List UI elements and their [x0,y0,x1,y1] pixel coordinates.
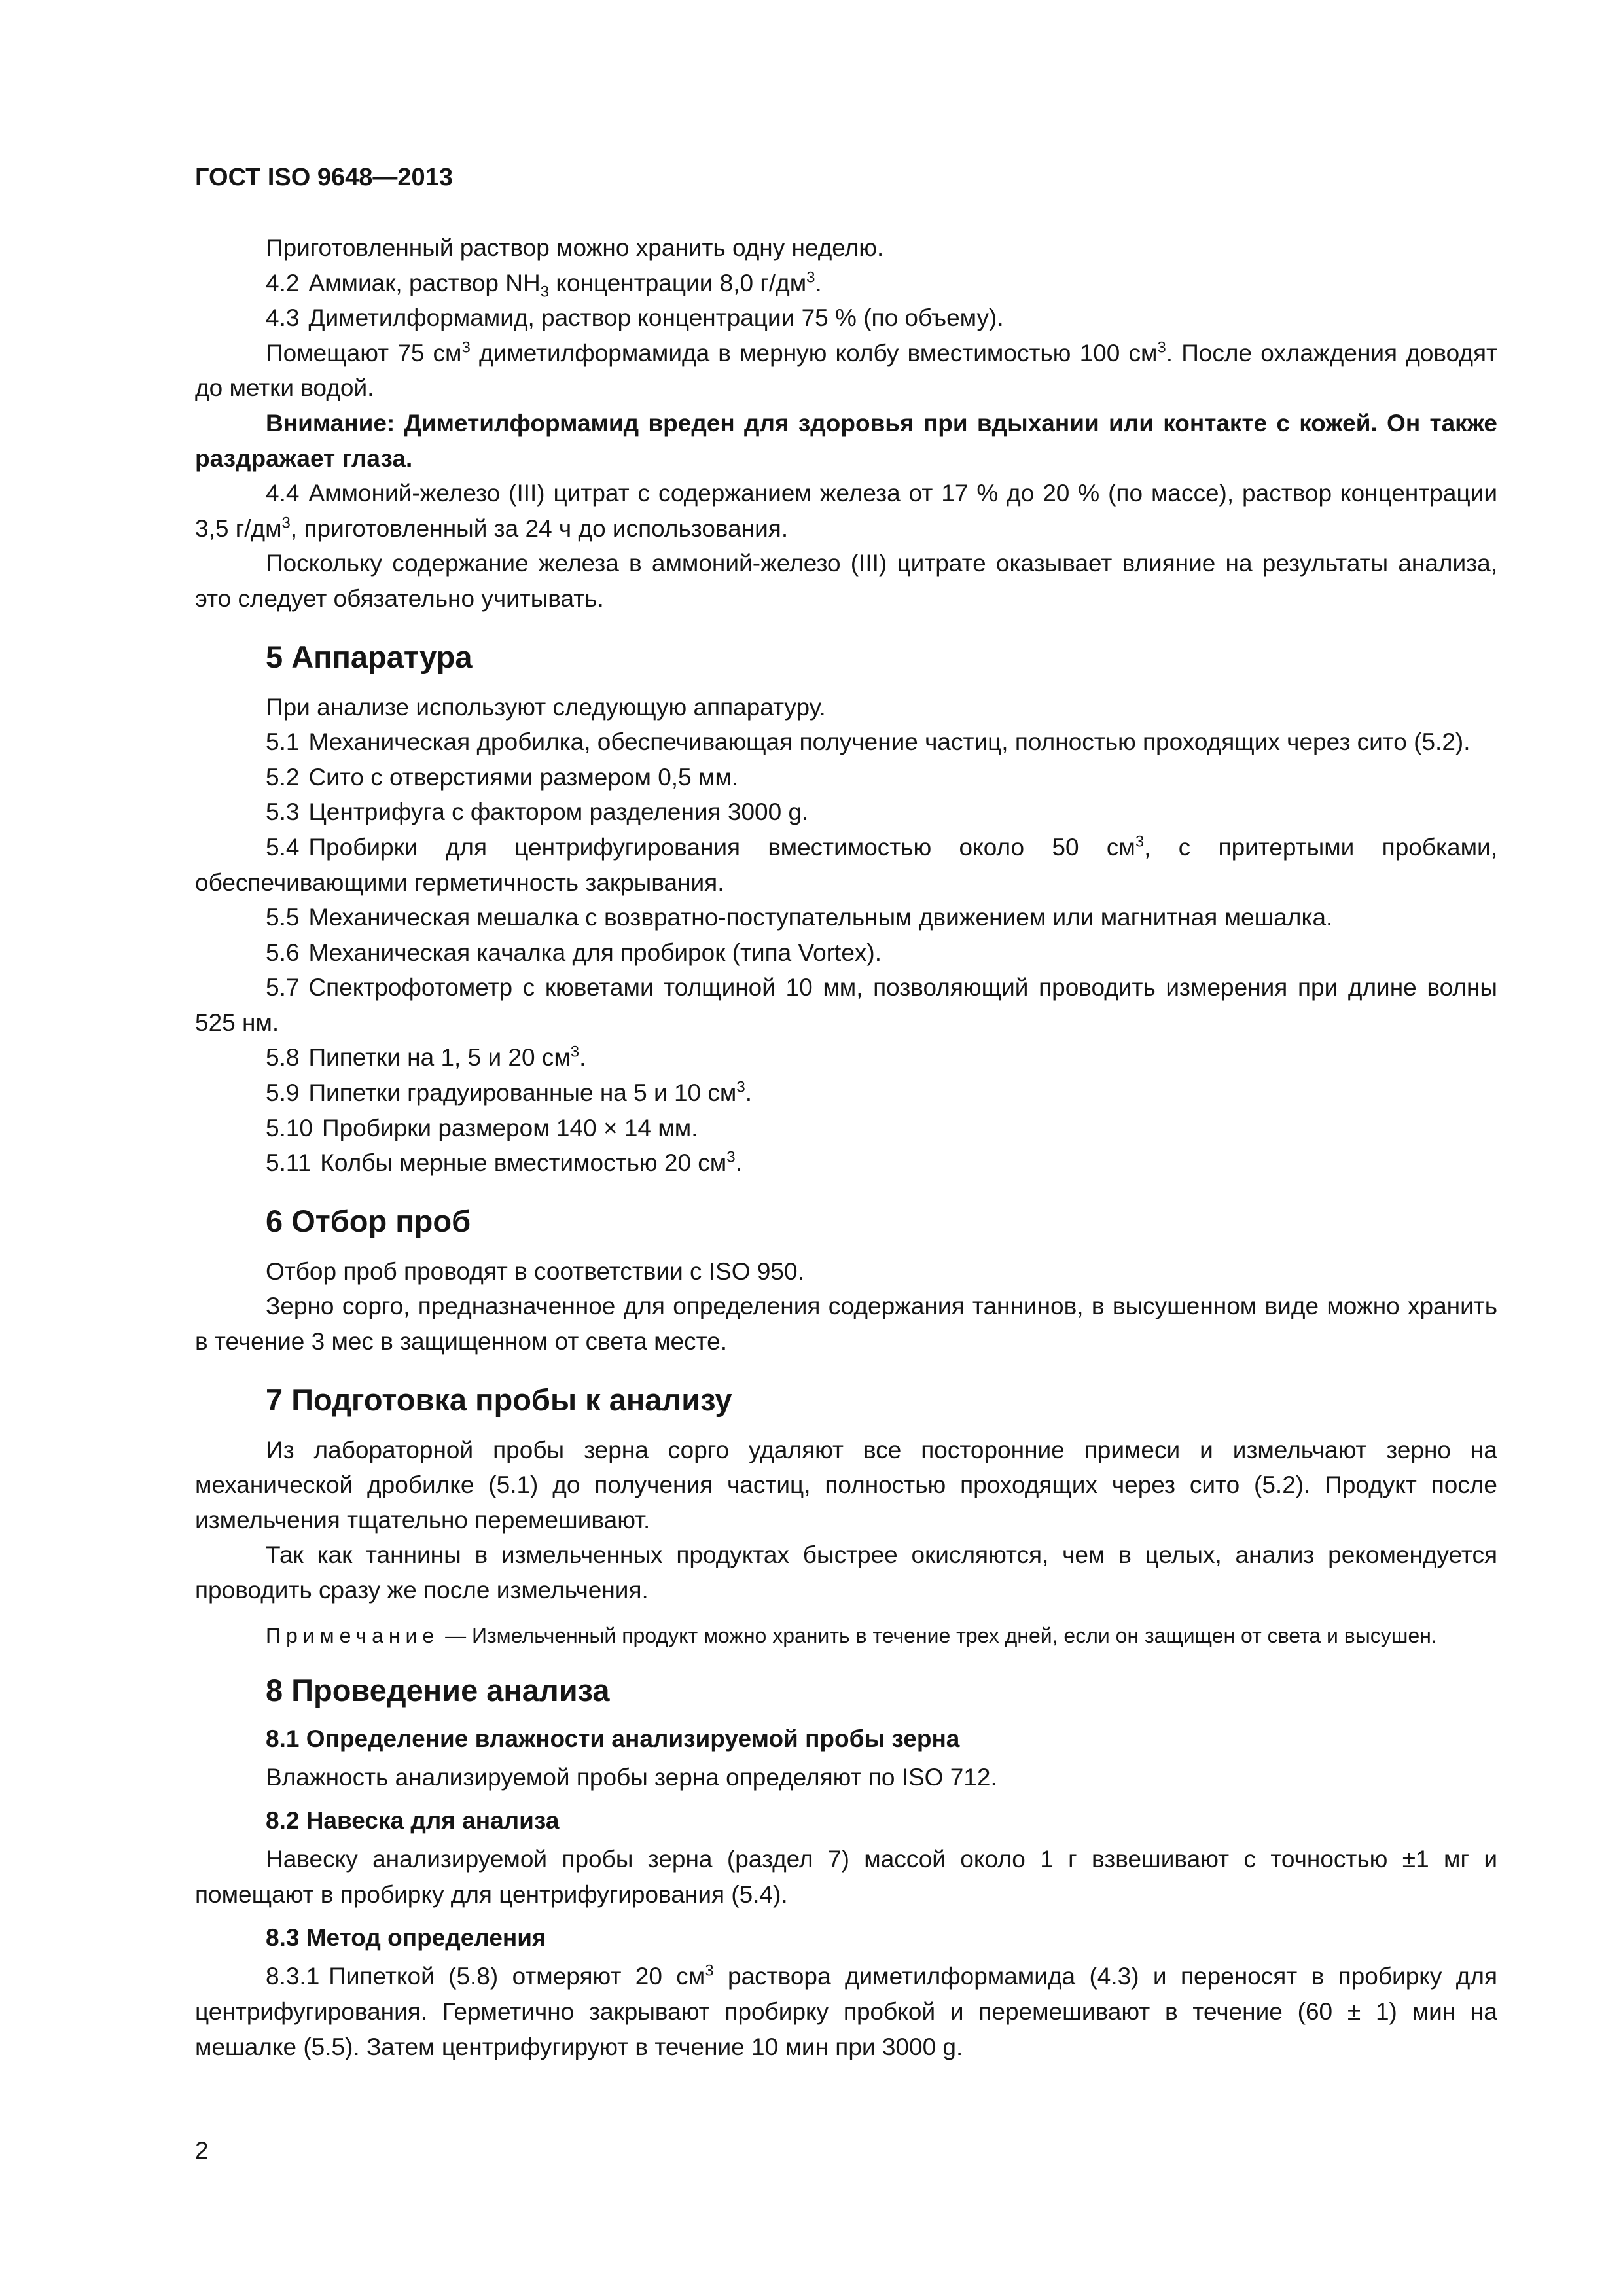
paragraph: При анализе используют следующую аппаратуру. [266,693,826,721]
clause-number: 4.4 [266,480,300,507]
text-run: раствора диметилформамида (4.3) и переносят в пробирку для центрифугирования. Герметично закрывают пробирку пробкой и перемешивают в течение (60 ± 1) мин на мешалке (5.5). Затем центрифугируют в течение 10 мин при 3000 g. [195,1963,1497,2060]
text-run: 3 [1157,338,1166,357]
text-run: . [745,1079,752,1107]
paragraph: Зерно сорго, предназначенное для определения содержания таннинов, в высушенном виде можно хранить в течение 3 мес в защищенном от света месте. [195,1293,1497,1355]
paragraph [195,336,1497,406]
clause-number: 4.2 [266,269,300,296]
text-run: . [735,1149,742,1177]
clause-number: 5.2 [266,763,300,791]
text-run: 3 [461,338,471,357]
text-run: Пробирки размером 140 × 14 мм. [322,1114,698,1141]
text-run: Диметилформамид, раствор концентрации 75 % (по объему). [308,304,1004,332]
clause-number: 5.11 [266,1149,312,1177]
paragraph [195,795,1497,830]
paragraph [195,725,1497,760]
text-run: 3 [705,1962,714,1981]
clause-number: 5.9 [266,1079,300,1107]
clause-number: 8.3.1 [266,1963,320,1990]
section-heading: 6 Отбор проб [266,1203,471,1238]
document-header: ГОСТ ISO 9648—2013 [195,164,453,191]
paragraph: Из лабораторной пробы зерна сорго удаляют все посторонние примеси и измельчают зерно на механической дробилке (5.1) до получения частиц, полностью проходящих через сито (5.2). Продукт после измельчения тщательно перемешивают. [195,1436,1497,1534]
clause-number: 5.10 [266,1114,313,1141]
clause-number: 5.7 [266,974,300,1001]
text-run: Механическая качалка для пробирок (типа Vortex). [308,939,882,966]
clause-number: 5.1 [266,728,300,756]
text-run: Сито с отверстиями размером 0,5 мм. [308,763,739,791]
text-run: , приготовленный за 24 ч до использования. [290,514,789,542]
text-run: Пипетки градуированные на 5 и 10 см [308,1079,737,1107]
text-run: 3 [540,282,550,300]
paragraph: Приготовленный раствор можно хранить одну неделю. [266,234,884,261]
paragraph [195,1145,1497,1181]
text-run: Помещают 75 см [266,339,462,367]
clause-number: 5.6 [266,939,300,966]
warning-paragraph: Внимание: Диметилформамид вреден для здоровья при вдыхании или контакте с кожей. Он также раздражает глаза. [195,409,1497,472]
note-label: Примечание [266,1623,440,1647]
clause-number: 4.3 [266,304,300,332]
paragraph: Влажность анализируемой пробы зерна определяют по ISO 712. [266,1763,997,1791]
note [195,1621,1497,1650]
text-run: Спектрофотометр с кюветами толщиной 10 мм, позволяющий проводить измерения при длине волны 525 нм. [195,974,1497,1036]
paragraph [195,1075,1497,1111]
paragraph: Поскольку содержание железа в аммоний-железо (III) цитрате оказывает влияние на результаты анализа, это следует обязательно учитывать. [195,550,1497,612]
section-heading: 8 Проведение анализа [266,1672,610,1708]
clause-number: 5.8 [266,1044,300,1071]
subsection-heading: 8.1 Определение влажности анализируемой пробы зерна [266,1725,960,1752]
text-run: 3 [570,1043,580,1062]
text-run: Пипетки на 1, 5 и 20 см [308,1044,571,1071]
text-run: Аммиак, раствор NH [308,269,541,296]
paragraph [195,900,1497,935]
text-run: 3 [736,1078,745,1096]
paragraph [195,760,1497,795]
paragraph [195,830,1497,900]
paragraph: Навеску анализируемой пробы зерна (раздел 7) массой около 1 г взвешивают с точностью ±1 мг и помещают в пробирку для центрифугирования (5.4). [195,1846,1497,1908]
paragraph [195,1040,1497,1075]
paragraph [195,476,1497,546]
text-run: . [815,269,822,296]
text-run: Колбы мерные вместимостью 20 см [320,1149,727,1177]
paragraph [195,266,1497,301]
note-text: — Измельченный продукт можно хранить в течение трех дней, если он защищен от света и высушен. [439,1623,1437,1647]
paragraph [195,1959,1497,2064]
page-number: 2 [195,2137,209,2164]
text-run: концентрации 8,0 г/дм [549,269,807,296]
text-run: . [579,1044,586,1071]
paragraph: Отбор проб проводят в соответствии с ISO 950. [266,1257,804,1285]
subsection-heading: 8.2 Навеска для анализа [266,1807,560,1835]
text-run: Центрифуга с фактором разделения 3000 g. [308,798,809,826]
paragraph [195,935,1497,971]
clause-number: 5.5 [266,904,300,931]
text-run: диметилформамида в мерную колбу вместимостью 100 см [470,339,1158,367]
text-run: , с притертыми пробками, обеспечивающими герметичность закрывания. [195,833,1497,896]
clause-number: 5.4 [266,833,300,861]
text-run: 3 [726,1148,736,1166]
text-run: 3 [281,514,291,532]
subsection-heading: 8.3 Метод определения [266,1924,546,1952]
text-run: 3 [806,268,815,287]
section-heading: 5 Аппаратура [266,639,473,674]
clause-number: 5.3 [266,798,300,826]
paragraph [195,1111,1497,1146]
section-heading: 7 Подготовка пробы к анализу [266,1382,732,1417]
document-body [195,230,1497,2064]
paragraph [195,300,1497,336]
paragraph [195,970,1497,1040]
text-run: Пипеткой (5.8) отмеряют 20 см [329,1963,705,1990]
text-run: Аммоний-железо (III) цитрат с содержанием железа от 17 % до 20 % (по массе), раствор концентрации 3,5 г/дм [195,480,1497,542]
text-run: 3 [1135,833,1145,851]
text-run: Механическая мешалка с возвратно-поступательным движением или магнитная мешалка. [308,904,1333,931]
paragraph: Так как таннины в измельченных продуктах быстрее окисляются, чем в целых, анализ рекомендуется проводить сразу же после измельчения. [195,1541,1497,1604]
text-run: . После охлаждения доводят до метки водой. [195,339,1497,402]
text-run: Пробирки для центрифугирования вместимостью около 50 см [308,833,1135,861]
text-run: Механическая дробилка, обеспечивающая получение частиц, полностью проходящих через сито (5.2). [308,728,1471,756]
